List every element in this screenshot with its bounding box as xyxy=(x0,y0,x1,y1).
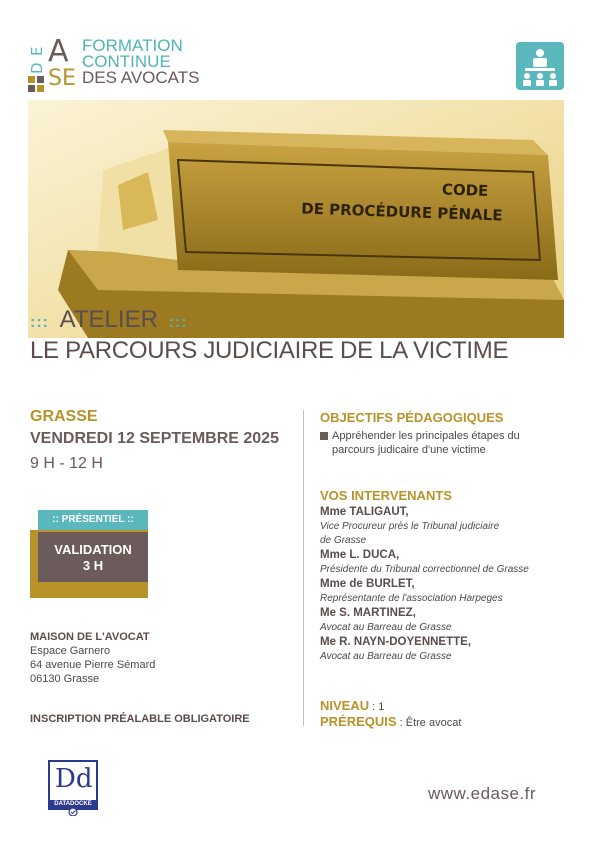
speaker-role: Avocat au Barreau de Grasse xyxy=(320,622,452,633)
speaker-item xyxy=(320,635,580,664)
edase-logo xyxy=(28,34,76,94)
validation-hours: 3 H xyxy=(82,558,104,573)
venue-line-3: 06130 Grasse xyxy=(30,673,100,685)
attendance-mode-badge: :: PRÉSENTIEL :: xyxy=(38,510,148,530)
square-bullet-icon xyxy=(320,432,328,440)
speaker-role: Présidente du Tribunal correctionnel de Grasse xyxy=(320,564,529,575)
speaker-name: Mme TALIGAUT, xyxy=(320,506,409,518)
training-group-icon xyxy=(516,42,564,90)
speaker-item xyxy=(320,577,580,606)
speaker-role: Avocat au Barreau de Grasse xyxy=(320,651,452,662)
event-title: LE PARCOURS JUDICIAIRE DE LA VICTIME xyxy=(30,337,509,364)
event-city: GRASSE xyxy=(30,408,98,425)
venue-line-1: Espace Garnero xyxy=(30,645,111,657)
prerequisite-info xyxy=(320,713,461,731)
objectives-title: OBJECTIFS PÉDAGOGIQUES xyxy=(320,410,504,425)
brand-name xyxy=(82,38,199,86)
level-separator: : xyxy=(369,701,379,713)
speakers-title: VOS INTERVENANTS xyxy=(320,488,452,503)
prerequisite-separator: : xyxy=(396,717,406,729)
event-type: ATELIER xyxy=(59,306,158,333)
speaker-role: Représentante de l'association Harpeges xyxy=(320,593,503,604)
prerequisite-value: Être avocat xyxy=(405,717,462,729)
prerequisite-label: PRÉREQUIS xyxy=(320,714,397,729)
event-time: 9 H - 12 H xyxy=(30,455,103,472)
speaker-item xyxy=(320,505,580,548)
book-title-line-1: CODE xyxy=(441,180,489,201)
column-divider xyxy=(303,410,304,726)
logo-letter-d: D xyxy=(28,62,46,74)
registration-notice: INSCRIPTION PRÉALABLE OBLIGATOIRE xyxy=(30,713,250,725)
speaker-role-cont: de Grasse xyxy=(320,535,367,546)
brand-line-1: FORMATION xyxy=(82,36,183,55)
datadock-logo-text: Dd xyxy=(55,764,93,794)
hero-image xyxy=(28,100,564,338)
objective-item: Appréhender les principales étapes du parcours judicaire d'une victime xyxy=(332,430,520,456)
speaker-name: Me R. NAYN-DOYENNETTE, xyxy=(320,636,472,648)
title-dots-left: ::: xyxy=(30,314,49,331)
speaker-item xyxy=(320,548,580,577)
venue-address xyxy=(30,630,155,686)
event-date: VENDREDI 12 SEPTEMBRE 2025 xyxy=(30,430,279,447)
speaker-name: Mme de BURLET, xyxy=(320,578,415,590)
speakers-list xyxy=(320,505,580,664)
venue-name: MAISON DE L'AVOCAT xyxy=(30,631,150,643)
venue-line-2: 64 avenue Pierre Sémard xyxy=(30,659,156,671)
book-title-line-2: DE PROCÉDURE PÉNALE xyxy=(300,199,503,225)
logo-letter-se: SE xyxy=(48,66,76,91)
datadock-label: DATADOCKÉ xyxy=(54,801,92,807)
logo-letter-e: E xyxy=(28,46,46,56)
validation-label: VALIDATION xyxy=(54,542,132,557)
speaker-item xyxy=(320,606,580,635)
title-dots-right: ::: xyxy=(168,314,188,331)
speaker-role: Vice Procureur près le Tribunal judiciaire xyxy=(320,521,500,532)
event-type-title xyxy=(30,306,188,334)
website-link[interactable]: www.edase.fr xyxy=(428,784,537,803)
logo-letter-a: A xyxy=(48,34,69,69)
logo-squares xyxy=(28,76,44,92)
datadock-badge xyxy=(48,760,98,816)
brand-line-2: CONTINUE xyxy=(82,52,171,71)
level-value: 1 xyxy=(378,701,385,713)
speaker-name: Mme L. DUCA, xyxy=(320,549,400,561)
speaker-name: Me S. MARTINEZ, xyxy=(320,607,416,619)
brand-line-3: DES AVOCATS xyxy=(82,68,200,87)
validation-hours-box xyxy=(38,532,148,582)
level-label: NIVEAU xyxy=(320,698,370,713)
